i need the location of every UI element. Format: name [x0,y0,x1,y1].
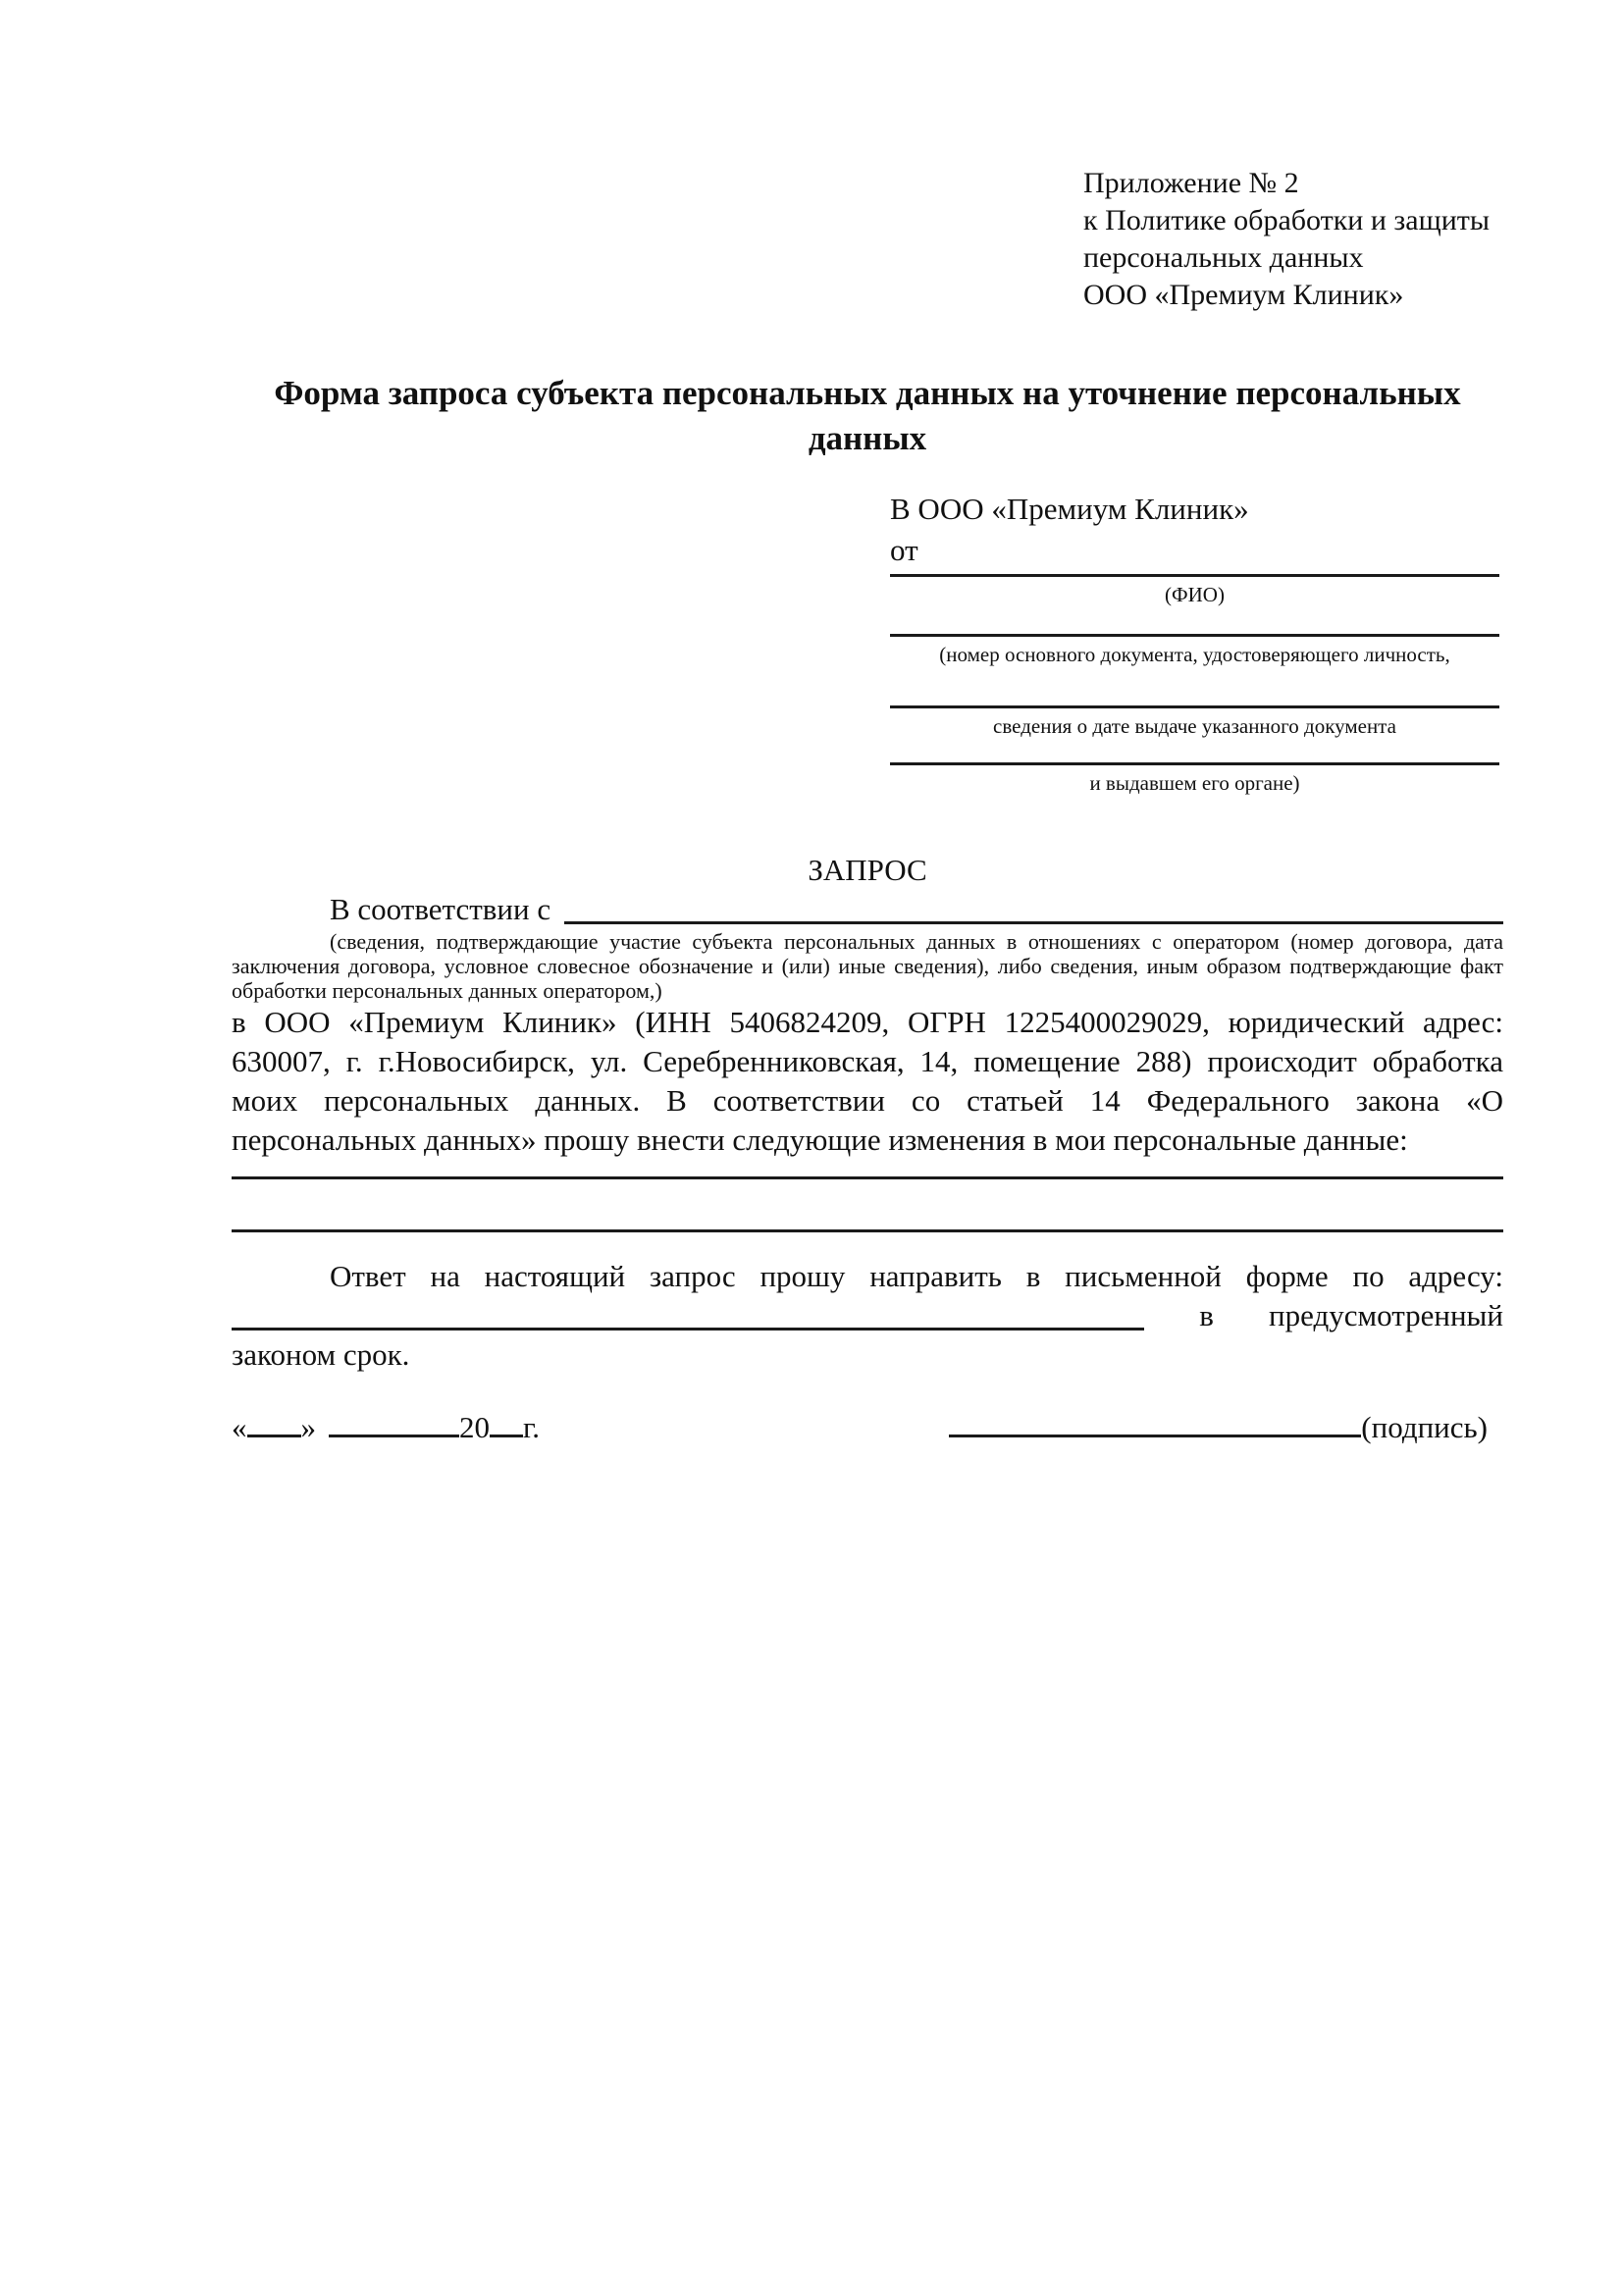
accordance-note: (сведения, подтверждающие участие субъекта персональных данных в отношениях с оператором (номер договора, дата заключения договора, условное словесное обозначение и (или) иные сведения), либо сведения, иным образом подтверждающие факт обработки персональных данных оператором,) [232,929,1503,1003]
changes-fill-line-2 [232,1179,1503,1232]
day-fill-line [247,1434,301,1437]
issue-date-field [890,705,1499,740]
year-prefix: 20 [459,1410,490,1444]
doc-number-fill-line [890,634,1499,637]
address-fill-line [232,1328,1144,1331]
accordance-fill-line [564,921,1503,924]
reply-tail-word: предусмотренный [1269,1298,1503,1332]
issuer-fill-line [890,762,1499,765]
addressee-to: В ООО «Премиум Клиник» [890,492,1249,526]
issuer-field [890,762,1499,797]
fio-field [890,574,1499,608]
signature-caption: (подпись) [1361,1410,1488,1444]
page-title: Форма запроса субъекта персональных данных на уточнение персональных данных [274,374,1461,457]
quote-open: « [232,1410,247,1444]
accordance-row [232,890,1503,929]
doc-number-caption: (номер основного документа, удостоверяющего личность, [939,643,1450,666]
addressee-block [890,489,1499,797]
reply-closing: законом срок. [232,1337,410,1372]
reply-mid-word: в [1199,1298,1214,1332]
body-paragraph: в ООО «Премиум Клиник» (ИНН 5406824209, ОГРН 1225400029029, юридический адрес: 630007, г. г.Новосибирск, ул. Серебренниковская, 14, помещение 288) происходит обработка моих персональных данных. В соответствии со статьей 14 Федерального закона «О персональных данных» прошу внести следующие изменения в мои персональные данные: [232,1005,1503,1157]
accordance-lead: В соответствии с [330,892,551,926]
date-signature-row [232,1408,1503,1447]
doc-number-field [890,634,1499,668]
issue-date-fill-line [890,705,1499,708]
appendix-line: Приложение № 2 [1083,167,1299,199]
appendix-line: к Политике обработки и защиты [1083,204,1491,236]
request-heading: ЗАПРОС [808,853,927,887]
quote-close: » [300,1410,316,1444]
issuer-caption: и выдавшем его органе) [1089,771,1300,795]
signature-group [949,1408,1488,1447]
appendix-block [1083,165,1503,314]
fio-fill-line [890,574,1499,577]
signature-fill-line [949,1434,1361,1437]
reply-lead: Ответ на настоящий запрос прошу направить в письменной форме по адресу: [330,1259,1503,1293]
addressee-from-label: от [890,533,918,567]
issue-date-caption: сведения о дате выдаче указанного документа [993,714,1396,738]
reply-address-row [232,1296,1503,1335]
month-fill-line [329,1434,459,1437]
appendix-line: ООО «Премиум Клиник» [1083,279,1404,311]
year-fill-line [490,1434,523,1437]
date-group [232,1408,540,1447]
fio-caption: (ФИО) [1165,583,1225,606]
changes-fill-line-1 [232,1160,1503,1179]
year-suffix: г. [523,1410,540,1444]
appendix-line: персональных данных [1083,241,1364,274]
